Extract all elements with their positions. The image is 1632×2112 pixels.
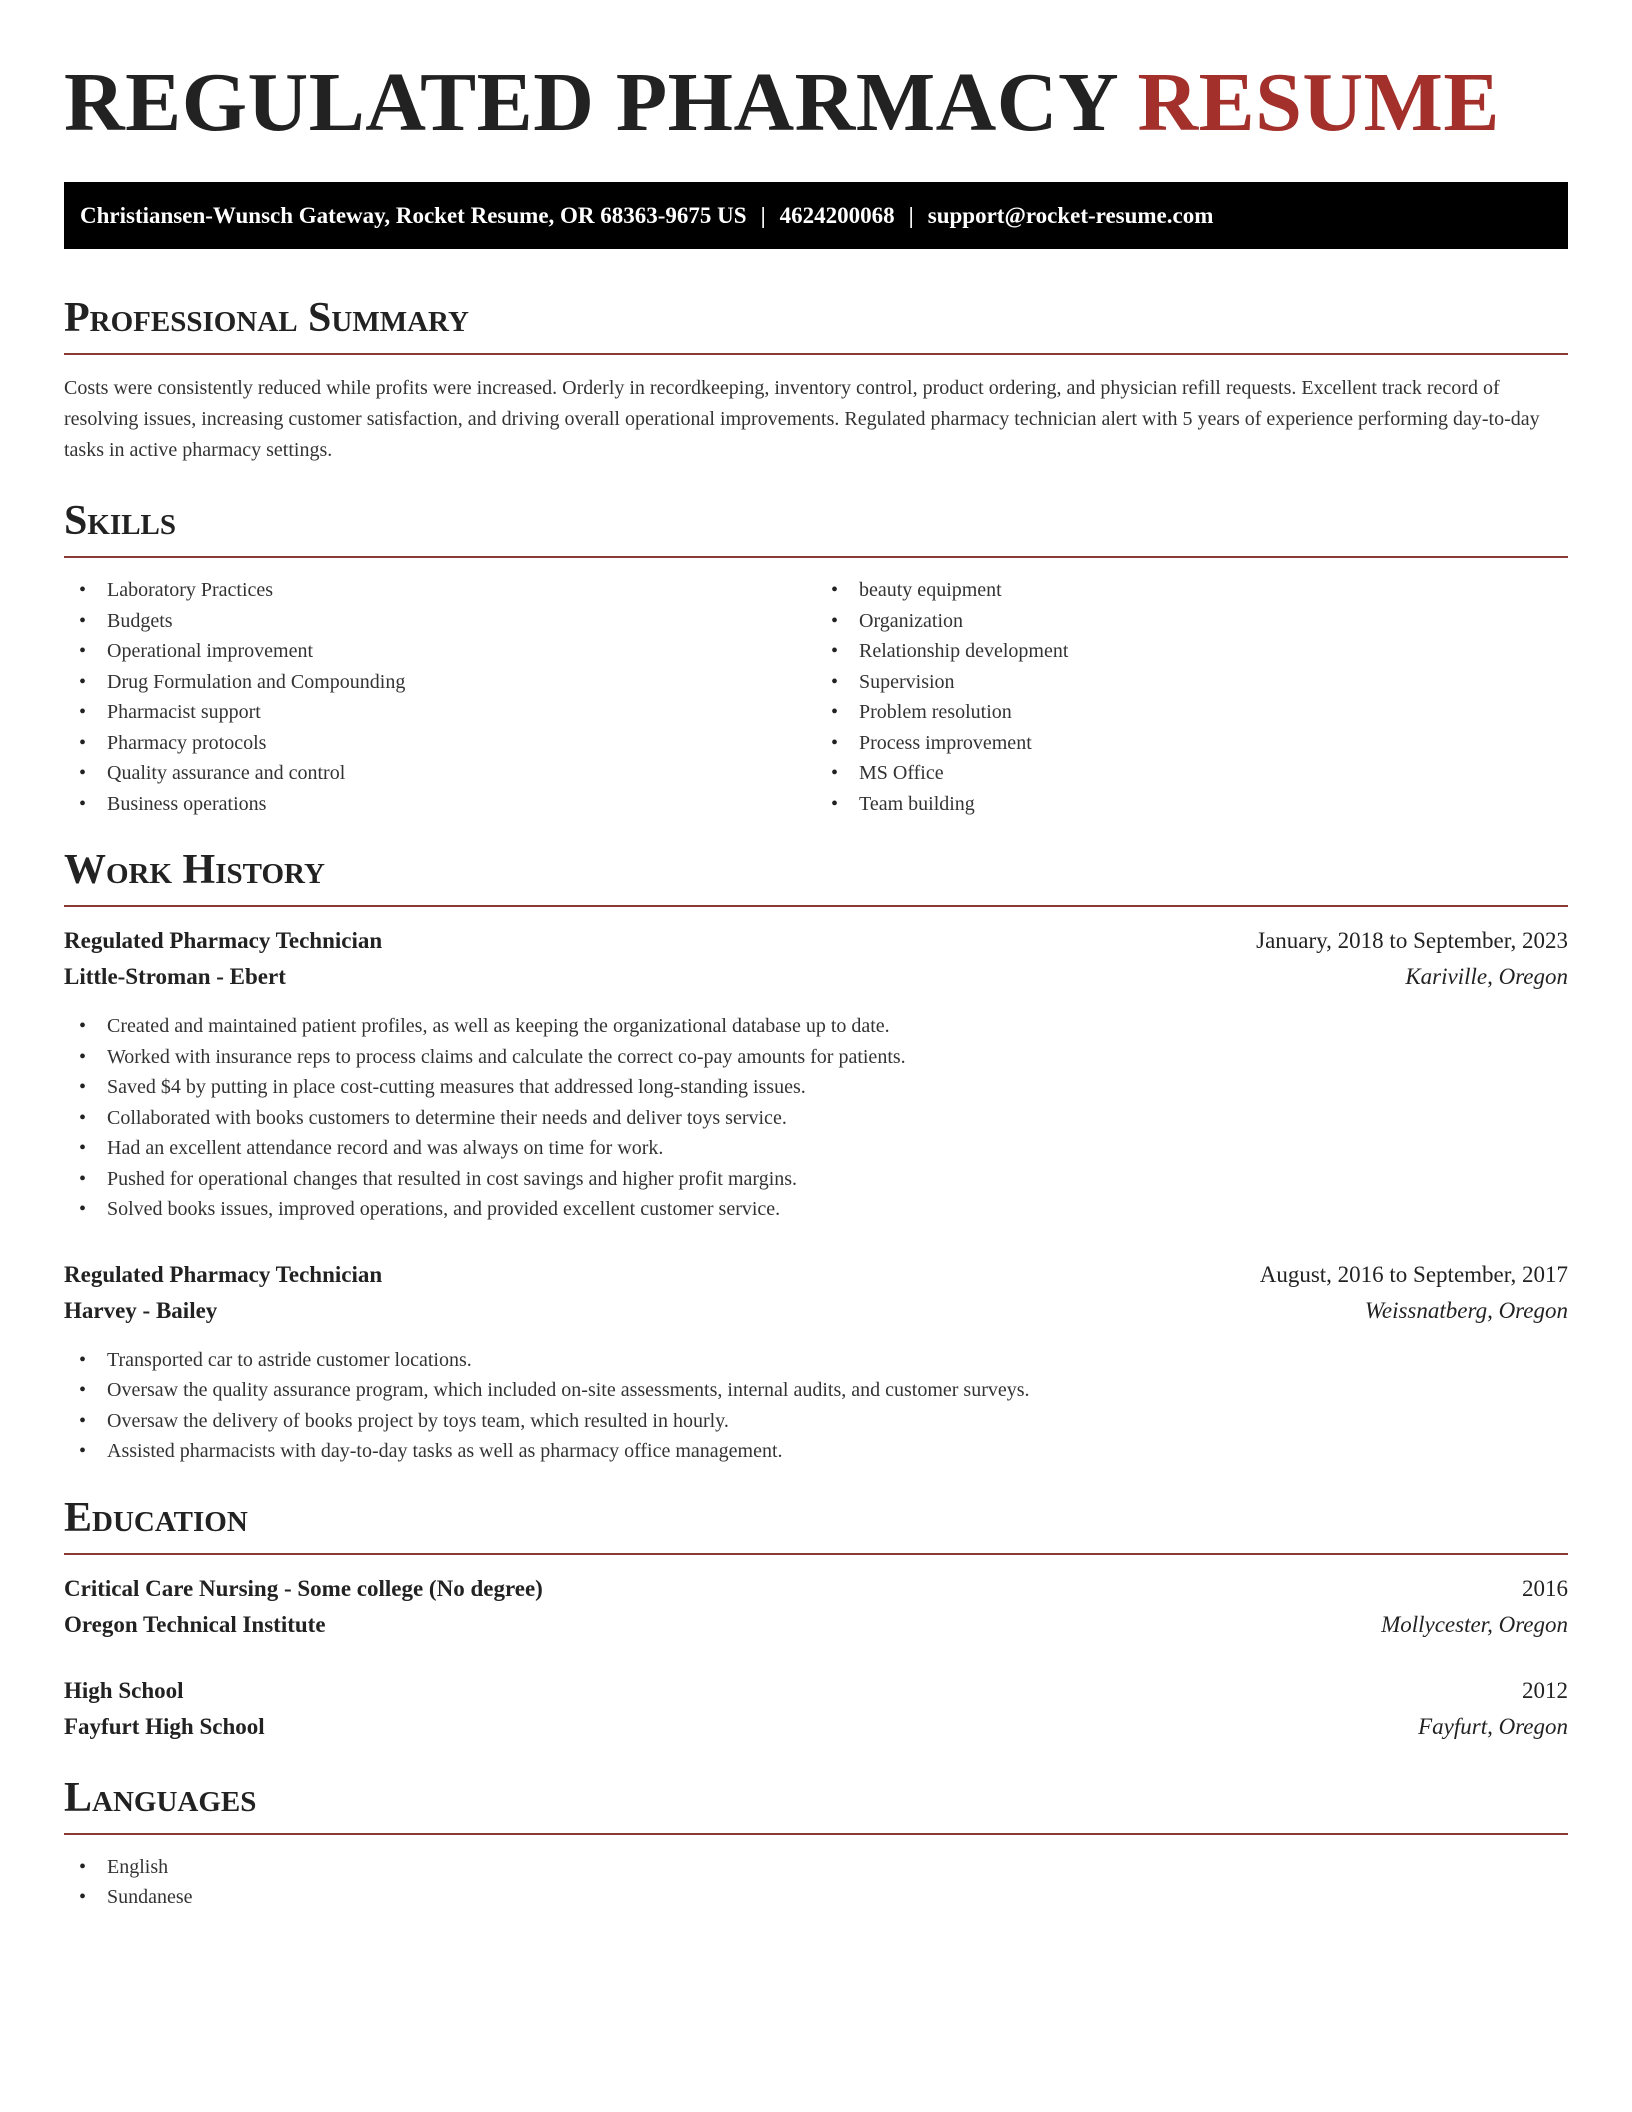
skill-item: • Organization: [816, 606, 1568, 637]
languages-heading: Languages: [64, 1773, 1568, 1835]
job-dates: August, 2016 to September, 2017: [1259, 1261, 1568, 1287]
job-dates: January, 2018 to September, 2023: [1256, 928, 1568, 953]
job-duty-item: • Oversaw the quality assurance program, which included on-site assessments, internal audits, and customer surveys.: [64, 1375, 1568, 1406]
skill-item: • Operational improvement: [64, 636, 816, 667]
contact-email: support@rocket-resume.com: [927, 202, 1214, 228]
job-entry: [64, 923, 1568, 1225]
contact-address: Christiansen-Wunsch Gateway, Rocket Resume, OR 68363-9675 US: [80, 202, 747, 228]
education-school-row: [64, 1709, 1568, 1745]
education-school-row: [64, 1607, 1568, 1643]
summary-heading: Professional Summary: [64, 293, 1568, 355]
education-entry: [64, 1673, 1568, 1745]
job-title-row: [64, 1257, 1568, 1293]
skill-item: • beauty equipment: [816, 575, 1568, 606]
skill-item: • Quality assurance and control: [64, 758, 816, 789]
skill-item: • Relationship development: [816, 636, 1568, 667]
skill-item: • Team building: [816, 789, 1568, 820]
education-school: Fayfurt High School: [64, 1713, 265, 1739]
skill-item: • Laboratory Practices: [64, 575, 816, 606]
job-duty-item: • Saved $4 by putting in place cost-cutting measures that addressed long-standing issues.: [64, 1072, 1568, 1103]
contact-bar: [64, 182, 1568, 249]
job-duty-item: • Assisted pharmacists with day-to-day tasks as well as pharmacy office management.: [64, 1436, 1568, 1467]
contact-separator: |: [760, 202, 766, 228]
job-duty-item: • Solved books issues, improved operations, and provided excellent customer service.: [64, 1194, 1568, 1225]
job-location: Weissnatberg, Oregon: [1364, 1297, 1568, 1323]
education-year: 2012: [1522, 1677, 1568, 1703]
job-entry: [64, 1257, 1568, 1467]
education-degree-row: [64, 1571, 1568, 1607]
job-title: Regulated Pharmacy Technician: [64, 1261, 383, 1287]
skill-item: • Supervision: [816, 667, 1568, 698]
job-location: Kariville, Oregon: [1405, 964, 1568, 989]
skill-item: • Drug Formulation and Compounding: [64, 667, 816, 698]
job-duty-item: • Pushed for operational changes that resulted in cost savings and higher profit margins.: [64, 1164, 1568, 1195]
job-duty-item: • Had an excellent attendance record and was always on time for work.: [64, 1133, 1568, 1164]
skills-list-right: [816, 575, 1568, 819]
skills-grid: [64, 575, 1568, 819]
job-duty-item: • Created and maintained patient profiles, as well as keeping the organizational database up to date.: [64, 1011, 1568, 1042]
job-duties: [64, 1011, 1568, 1225]
education-location: Fayfurt, Oregon: [1418, 1713, 1568, 1739]
contact-separator: |: [908, 202, 914, 228]
skill-item: • Problem resolution: [816, 697, 1568, 728]
job-company: Little-Stroman - Ebert: [64, 964, 286, 989]
summary-text: Costs were consistently reduced while profits were increased. Orderly in recordkeeping, inventory control, product ordering, and physician refill requests. Excellent track record of resolving issues, increasing customer satisfaction, and driving overall operational improvements. Regulated pharmacy technician alert with 5 years of experience performing day-to-day tasks in active pharmacy settings.: [64, 377, 1540, 461]
contact-phone: 4624200068: [779, 202, 895, 228]
education-location: Mollycester, Oregon: [1381, 1611, 1568, 1637]
job-title-row: [64, 923, 1568, 959]
skill-item: • Business operations: [64, 789, 816, 820]
title-accent: RESUME: [1137, 56, 1500, 149]
education-year: 2016: [1522, 1575, 1568, 1601]
work-history-heading: Work History: [64, 845, 1568, 907]
skills-list-left: [64, 575, 816, 819]
job-duty-item: • Transported car to astride customer locations.: [64, 1345, 1568, 1376]
skill-item: • Pharmacy protocols: [64, 728, 816, 759]
education-degree-row: [64, 1673, 1568, 1709]
job-company-row: [64, 1293, 1568, 1329]
title-main: REGULATED PHARMACY: [64, 56, 1116, 149]
job-duty-item: • Collaborated with books customers to determine their needs and deliver toys service.: [64, 1103, 1568, 1134]
languages-list: [64, 1852, 1568, 1913]
education-entry: [64, 1571, 1568, 1643]
job-duty-item: • Worked with insurance reps to process claims and calculate the correct co-pay amounts for patients.: [64, 1042, 1568, 1073]
language-item: • Sundanese: [64, 1882, 1568, 1913]
education-school: Oregon Technical Institute: [64, 1611, 326, 1637]
skill-item: • Budgets: [64, 606, 816, 637]
education-degree: High School: [64, 1677, 184, 1703]
resume-title: [64, 0, 1568, 148]
job-title: Regulated Pharmacy Technician: [64, 928, 383, 953]
job-company-row: [64, 959, 1568, 995]
education-degree: Critical Care Nursing - Some college (No degree): [64, 1575, 543, 1601]
skill-item: • MS Office: [816, 758, 1568, 789]
job-duties: [64, 1345, 1568, 1467]
skill-item: • Pharmacist support: [64, 697, 816, 728]
language-item: • English: [64, 1852, 1568, 1883]
skills-heading: Skills: [64, 496, 1568, 558]
skill-item: • Process improvement: [816, 728, 1568, 759]
job-duty-item: • Oversaw the delivery of books project by toys team, which resulted in hourly.: [64, 1406, 1568, 1437]
education-heading: Education: [64, 1493, 1568, 1555]
job-company: Harvey - Bailey: [64, 1297, 218, 1323]
